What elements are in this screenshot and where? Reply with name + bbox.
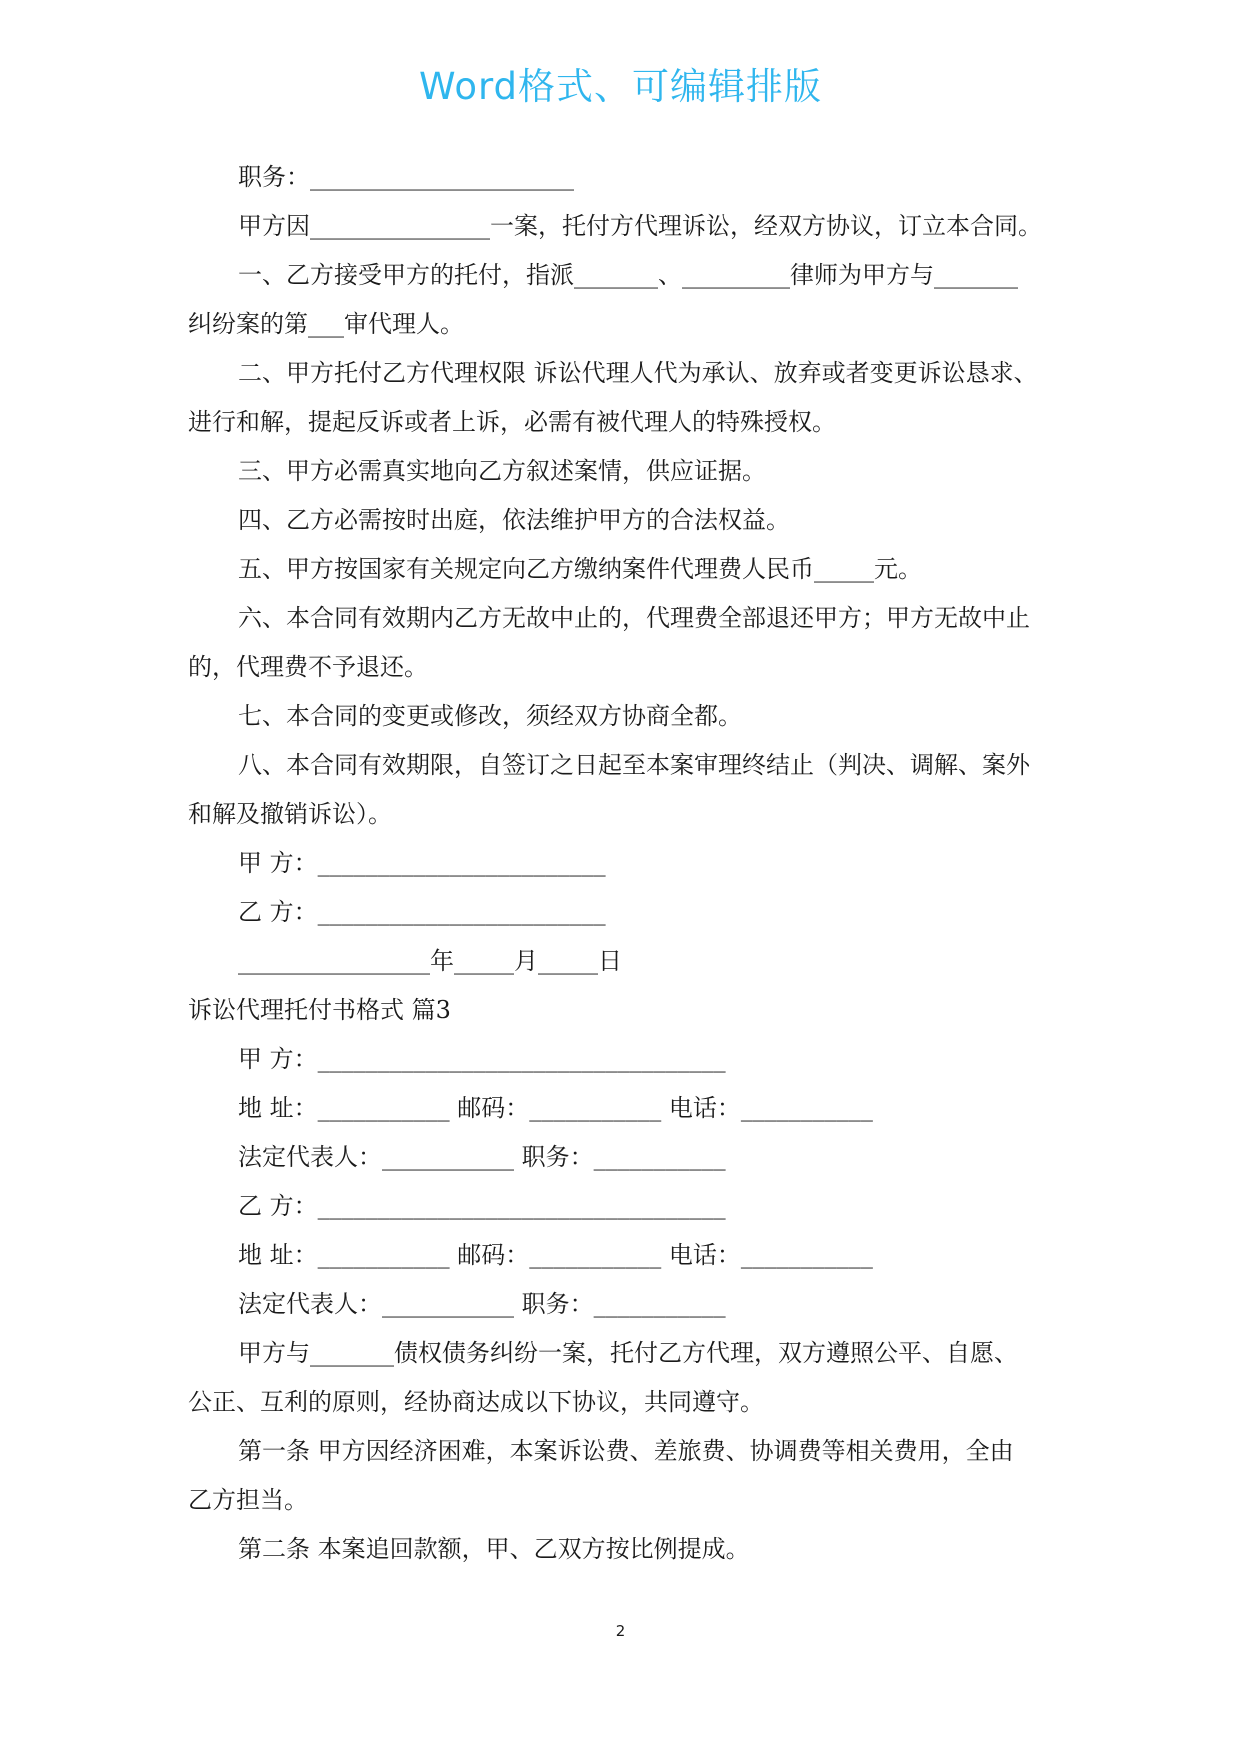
document-line: 公正、互利的原则，经协商达成以下协议，共同遵守。 — [188, 1388, 764, 1416]
document-line: 一、乙方接受甲方的托付，指派_______、_________律师为甲方与_______ — [238, 261, 1018, 289]
document-line: 乙 方：________________________ — [238, 898, 606, 926]
document-line: 法定代表人：___________ 职务：___________ — [238, 1290, 726, 1318]
document-line: 甲方与_______债权债务纠纷一案，托付乙方代理，双方遵照公平、自愿、 — [238, 1339, 1018, 1367]
document-line: 进行和解，提起反诉或者上诉，必需有被代理人的特殊授权。 — [188, 408, 836, 436]
document-line: 甲 方：________________________ — [238, 849, 606, 877]
document-line: 五、甲方按国家有关规定向乙方缴纳案件代理费人民币_____元。 — [238, 555, 922, 583]
document-line: ________________年_____月_____日 — [238, 947, 622, 975]
document-line: 六、本合同有效期内乙方无故中止的，代理费全部退还甲方；甲方无故中止 — [238, 604, 1030, 632]
document-line: 八、本合同有效期限，自签订之日起至本案审理终结止（判决、调解、案外 — [238, 751, 1030, 779]
document-line: 第一条 甲方因经济困难，本案诉讼费、差旅费、协调费等相关费用，全由 — [238, 1437, 1014, 1465]
document-line: 甲方因_______________一案，托付方代理诉讼，经双方协议，订立本合同。 — [238, 212, 1042, 240]
page-number: 2 — [615, 1622, 626, 1640]
document-line: 法定代表人：___________ 职务：___________ — [238, 1143, 726, 1171]
document-line: 七、本合同的变更或修改，须经双方协商全都。 — [238, 702, 742, 730]
header-title: Word格式、可编辑排版 — [418, 65, 823, 108]
document-line: 二、甲方托付乙方代理权限 诉讼代理人代为承认、放弃或者变更诉讼恳求、 — [238, 359, 1038, 387]
document-body — [188, 153, 1068, 1574]
document-line: 乙 方：__________________________________ — [238, 1192, 726, 1220]
document-line: 四、乙方必需按时出庭，依法维护甲方的合法权益。 — [238, 506, 790, 534]
document-line: 纠纷案的第___审代理人。 — [188, 310, 464, 338]
document-line: 乙方担当。 — [188, 1486, 308, 1514]
document-line: 甲 方：__________________________________ — [238, 1045, 726, 1073]
document-line: 和解及撤销诉讼）。 — [188, 800, 392, 828]
document-line: 第二条 本案追回款额，甲、乙双方按比例提成。 — [238, 1535, 750, 1563]
document-line: 职务：______________________ — [238, 163, 574, 191]
document-line: 诉讼代理托付书格式 篇3 — [188, 996, 451, 1024]
document-line: 地 址：___________ 邮码：___________ 电话：___________ — [238, 1094, 873, 1122]
document-line: 地 址：___________ 邮码：___________ 电话：___________ — [238, 1241, 873, 1269]
document-line: 的，代理费不予退还。 — [188, 653, 428, 681]
document-line: 三、甲方必需真实地向乙方叙述案情，供应证据。 — [238, 457, 766, 485]
